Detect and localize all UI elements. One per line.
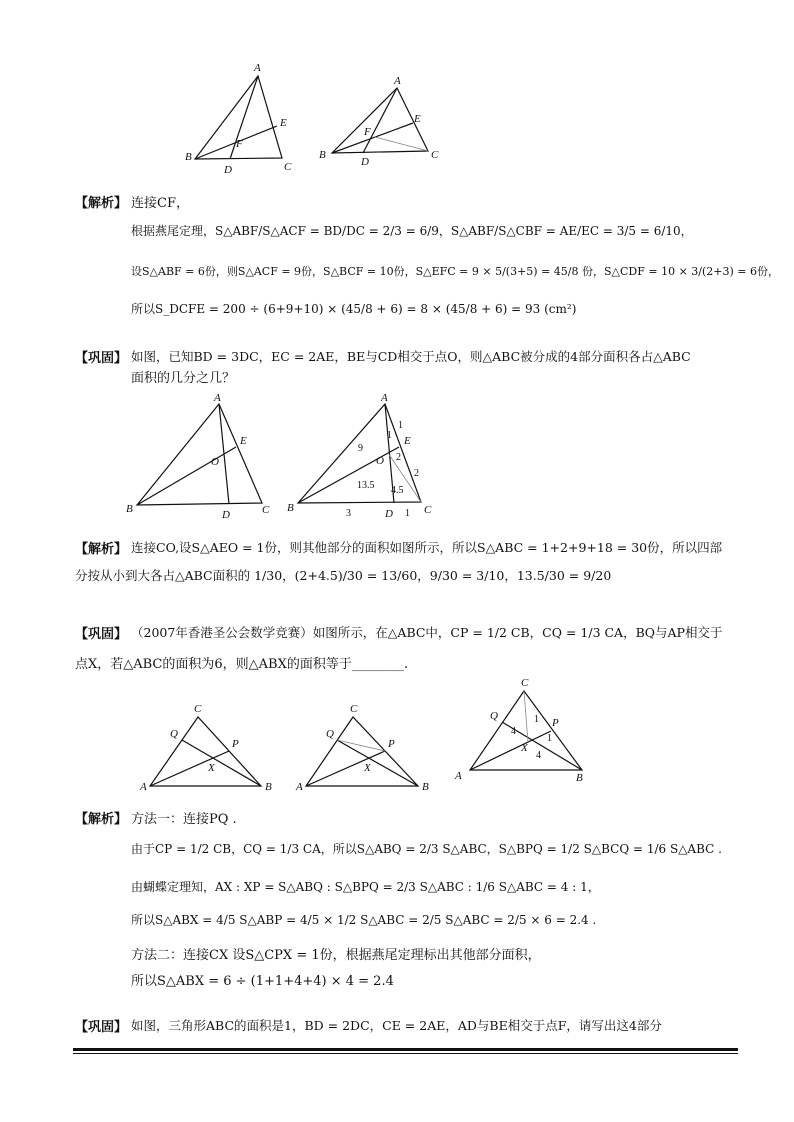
fig1-label-f: F (236, 138, 243, 150)
fig4-label-o: O (376, 455, 384, 467)
fig7-label-q: Q (490, 710, 498, 722)
fig1-label-e: E (280, 117, 287, 129)
fig4-label-e: E (404, 435, 411, 447)
solution-3-line-3: 由蝴蝶定理知，AX : XP = S△ABQ : S△BPQ = 2/3 S△ABC : 1/6 S△ABC = 4 : 1， (131, 880, 600, 894)
fig1-label-b: B (185, 151, 192, 163)
fig4-area-9: 9 (358, 443, 363, 454)
fig3-label-e: E (240, 435, 247, 447)
fig2-label-f: F (364, 126, 371, 138)
question-4-tag: 【巩固】 (75, 1020, 128, 1035)
solution-2-tag: 【解析】 (75, 542, 128, 557)
fig4-label-d: D (385, 508, 393, 520)
fig4-label-a: A (381, 392, 388, 404)
fig4-area-2-side: 2 (414, 468, 419, 479)
fig3-label-a: A (214, 392, 221, 404)
solution-tag: 【解析】 (75, 196, 128, 211)
fig7-label-c: C (521, 677, 529, 689)
fig2-label-d: D (361, 156, 369, 168)
question-2-line-1: 如图，已知BD = 3DC，EC = 2AE，BE与CD相交于点O，则△ABC被分成的4部分面积各占△ABC (131, 349, 691, 364)
question-3-line-2: 点X，若△ABC的面积为6，则△ABX的面积等于________. (75, 657, 408, 672)
question-3-line-1: （2007年香港圣公会数学竞赛）如图所示，在△ABC中，CP = 1/2 CB，CQ = 1/3 CA，BQ与AP相交于 (131, 625, 723, 640)
solution-2-line-1: 连接CO,设S△AEO = 1份，则其他部分的面积如图所示，所以S△ABC = 1+2+9+18 = 30份，所以四部 (131, 540, 723, 555)
solution-3-line-5: 方法二：连接CX 设S△CPX = 1份，根据燕尾定理标出其他部分面积， (131, 948, 541, 963)
fig4-area-13-5: 13.5 (357, 480, 375, 491)
footer-rule-thin (73, 1053, 738, 1054)
fig6-label-b: B (422, 781, 429, 793)
fig1-label-c: C (284, 161, 292, 173)
fig7-area-1-top: 1 (534, 714, 539, 725)
fig4-area-4-5: 4.5 (391, 485, 404, 496)
fig4-label-b: B (287, 502, 294, 514)
fig7-label-p: P (552, 717, 559, 729)
fig7-label-a: A (455, 770, 462, 782)
solution-3-line-4: 所以S△ABX = 4/5 S△ABP = 4/5 × 1/2 S△ABC = 2/5 S△ABC = 2/5 × 6 = 2.4 . (131, 913, 597, 927)
fig5-label-b: B (265, 781, 272, 793)
solution-3-tag: 【解析】 (75, 812, 128, 827)
fig6-label-q: Q (326, 728, 334, 740)
fig7-label-b: B (576, 772, 583, 784)
solution-3-line-6: 所以S△ABX = 6 ÷ (1+1+4+4) × 4 = 2.4 (131, 974, 394, 989)
fig6-label-a: A (296, 781, 303, 793)
fig4-area-2-inner: 2 (396, 452, 401, 463)
question-2-line-2: 面积的几分之几？ (131, 371, 236, 386)
fig3-label-b: B (126, 503, 133, 515)
fig4-area-1-inner: 1 (387, 430, 392, 441)
fig4-seg-1: 1 (405, 508, 410, 519)
fig6-label-p: P (388, 738, 395, 750)
solution-2-line-2: 分按从小到大各占△ABC面积的 1/30，(2+4.5)/30 = 13/60，9/30 = 3/10，13.5/30 = 9/20 (75, 568, 612, 583)
footer-rule-thick (73, 1048, 738, 1051)
fig5-label-x: X (208, 762, 215, 774)
solution-1-line-4: 所以S_DCFE = 200 ÷ (6+9+10) × (45/8 + 6) = 8 × (45/8 + 6) = 93 (cm²) (131, 302, 577, 316)
fig2-label-e: E (414, 113, 421, 125)
solution-3-line-2: 由于CP = 1/2 CB，CQ = 1/3 CA，所以S△ABQ = 2/3 S△ABC，S△BPQ = 1/2 S△BCQ = 1/6 S△ABC . (131, 842, 722, 856)
solution-1-line-2: 根据燕尾定理，S△ABF/S△ACF = BD/DC = 2/3 = 6/9，S△ABF/S△CBF = AE/EC = 3/5 = 6/10， (131, 224, 693, 238)
solution-3-line-1: 方法一：连接PQ . (131, 812, 237, 827)
fig2-label-a: A (394, 75, 401, 87)
question-2-tag: 【巩固】 (75, 351, 128, 366)
fig3-label-o: O (211, 456, 219, 468)
fig4-label-c: C (424, 504, 432, 516)
solution-1-line-3: 设S△ABF = 6份，则S△ACF = 9份，S△BCF = 10份，S△EFC = 9 × 5/(3+5) = 45/8 份，S△CDF = 10 × 3/(2+3) = 6份， (131, 265, 779, 278)
fig1-label-a: A (254, 62, 261, 74)
fig2-label-b: B (319, 149, 326, 161)
fig7-area-4-bottom: 4 (536, 750, 541, 761)
fig6-label-c: C (350, 703, 358, 715)
fig3-label-c: C (262, 504, 270, 516)
fig7-area-4-left: 4 (511, 726, 516, 737)
fig5-label-q: Q (170, 728, 178, 740)
fig5-label-a: A (140, 781, 147, 793)
question-4-line-1: 如图，三角形ABC的面积是1，BD = 2DC，CE = 2AE，AD与BE相交于点F，请写出这4部分 (131, 1018, 662, 1033)
solution-1-line-1: 连接CF， (131, 196, 189, 211)
fig4-area-1-top: 1 (398, 420, 403, 431)
question-3-tag: 【巩固】 (75, 627, 128, 642)
fig5-label-c: C (194, 703, 202, 715)
fig2-label-c: C (431, 149, 439, 161)
fig7-label-x: X (521, 742, 528, 754)
fig3-label-d: D (222, 509, 230, 521)
fig4-seg-3: 3 (346, 508, 351, 519)
fig6-label-x: X (364, 762, 371, 774)
fig1-label-d: D (224, 164, 232, 176)
fig7-area-1-right: 1 (547, 733, 552, 744)
fig5-label-p: P (232, 738, 239, 750)
